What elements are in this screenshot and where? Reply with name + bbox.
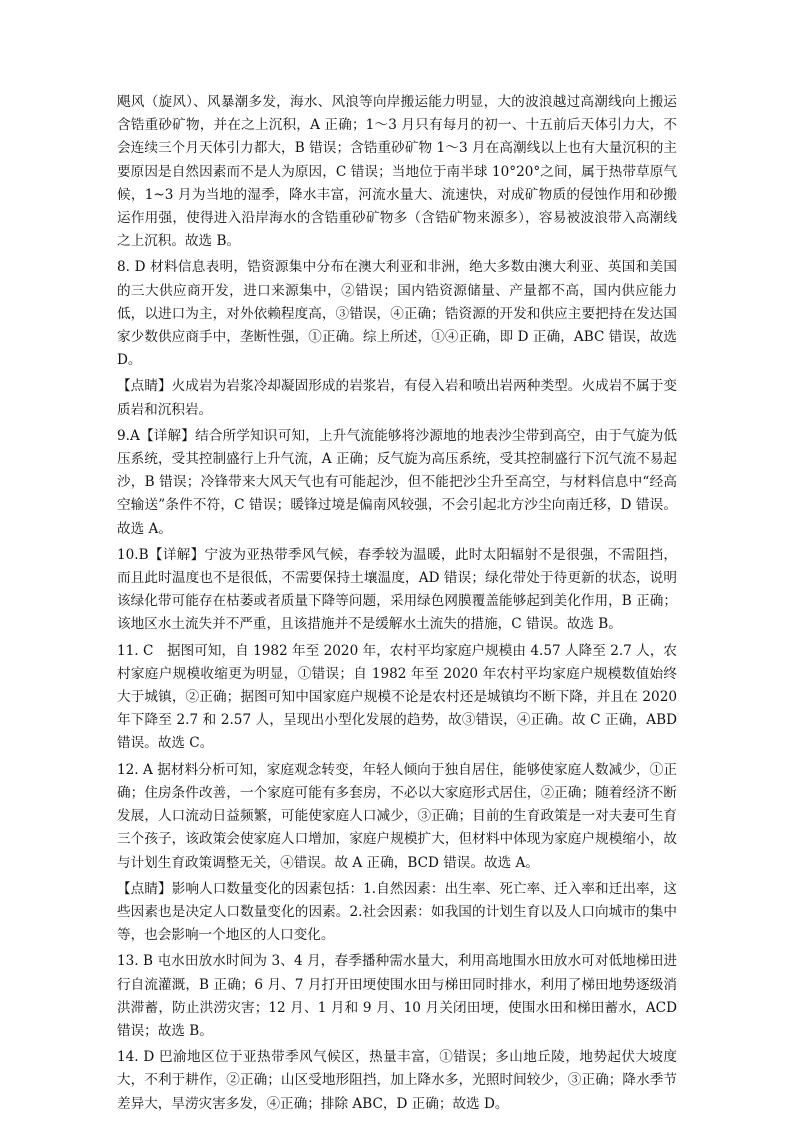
paragraph-q14: 14. D 巴渝地区位于亚热带季风气候区，热量丰富，①错误；多山地丘陵，地势起伏大坡度大，不利于耕作，②正确；山区受地形阻挡，加上降水多，光照时间较少，③正确；降水季节差异大，旱涝灾害多发，④正确；排除 ABC，D 正确；故选 D。	[117, 1049, 677, 1112]
paragraph-q10: 10.B【详解】宁波为亚热带季风气候，春季较为温暖，此时太阳辐射不是很强，不需阻挡，而且此时温度也不是很低，不需要保持土壤温度，AD 错误；绿化带处于待更新的状态，说明该绿化带可能存在枯萎或者质量下降等问题，采用绿色网膜覆盖能够起到美化作用，B 正确；该地区水土流失并不严重，且该措施并不是缓解水土流失的措施，C 错误。故选 B。	[117, 546, 677, 633]
paragraph-dianjing-2: 【点睛】影响人口数量变化的因素包括：1.自然因素：出生率、死亡率、迁入率和迁出率，这些因素也是决定人口数量变化的因素。2.社会因素：如我国的计划生育以及人口向城市的集中等，也会影响一个地区的人口变化。	[117, 880, 677, 944]
paragraph-q11: 11. C 据图可知，自 1982 年至 2020 年，农村平均家庭户规模由 4.57 人降至 2.7 人，农村家庭户规模收缩更为明显，①错误；自 1982 年至 2020 年农村平均家庭户规模数值始终大于城镇，②正确；据图可知中国家庭户规模不论是农村还是城镇均不断下降，并且在 2020 年下降至 2.7 和 2.57 人，呈现出小型化发展的趋势，故③错误，④正确。故 C 正确，ABD 错误。故选 C。	[117, 642, 677, 752]
paragraph-q12: 12. A 据材料分析可知，家庭观念转变，年轻人倾向于独自居住，能够使家庭人数减少，①正确；住房条件改善，一个家庭可能有多套房，不必以大家庭形式居住，②正确；随着经济不断发展，人口流动日益频繁，可能使家庭人口减少，③正确；目前的生育政策是一对夫妻可生育三个孩子，该政策会使家庭人口增加，家庭户规模扩大，但材料中体现为家庭户规模缩小，故与计划生育政策调整无关，④错误。故 A 正确，BCD 错误。故选 A。	[117, 761, 677, 871]
paragraph-dianjing-1: 【点睛】火成岩为岩浆冷却凝固形成的岩浆岩，有侵入岩和喷出岩两种类型。火成岩不属于变质岩和沉积岩。	[117, 378, 677, 418]
answer-explanations	[117, 91, 677, 1116]
paragraph-q8: 8. D 材料信息表明，锆资源集中分布在澳大利亚和非洲，绝大多数由澳大利亚、英国和美国的三大供应商开发，进口来源集中，②错误；国内锆资源储量、产量都不高，国内供应能力低，以进口为主，对外依赖程度高，③错误，④正确；锆资源的开发和供应主要把持在发达国家少数供应商手中，垄断性强，①正确。综上所述，①④正确，即 D 正确，ABC 错误，故选 D。	[117, 259, 677, 369]
paragraph-q7-continued: 飓风（旋风）、风暴潮多发，海水、风浪等向岸搬运能力明显，大的波浪越过高潮线向上搬运含锆重砂矿物，并在之上沉积，A 正确；1～3 月只有每月的初一、十五前后天体引力大，不会连续三个月天体引力都大，B 错误；含锆重砂矿物 1～3 月在高潮线以上也有大量沉积的主要原因是自然因素而不是人为原因，C 错误；当地位于南半球 10°20°之间，属于热带草原气候，1~3 月为当地的湿季，降水丰富，河流水量大、流速快，对成矿物质的侵蚀作用和砂搬运作用强，使得进入沿岸海水的含锆重砂矿物多（含锆矿物来源多），容易被波浪带入高潮线之上沉积。故选 B。	[117, 94, 677, 250]
paragraph-q9: 9.A【详解】结合所学知识可知，上升气流能够将沙源地的地表沙尘带到高空，由于气旋为低压系统，受其控制盛行上升气流，A 正确；反气旋为高压系统，受其控制盛行下沉气流不易起沙，B 错误；冷锋带来大风天气也有可能起沙，但不能把沙尘升至高空，与材料信息中“经高空输送”条件不符，C 错误；暖锋过境是偏南风较强，不会引起北方沙尘向南迁移，D 错误。故选 A。	[117, 427, 677, 537]
paragraph-q13: 13. B 屯水田放水时间为 3、4 月，春季播种需水量大，利用高地围水田放水可对低地梯田进行自流灌溉，B 正确；6 月、7 月打开田埂使围水田与梯田同时排水，利用了梯田地势逐级消洪滞蓄，防止洪涝灾害；12 月、1 月和 9 月、10 月关闭田埂，使围水田和梯田蓄水，ACD 错误；故选 B。	[117, 953, 677, 1039]
